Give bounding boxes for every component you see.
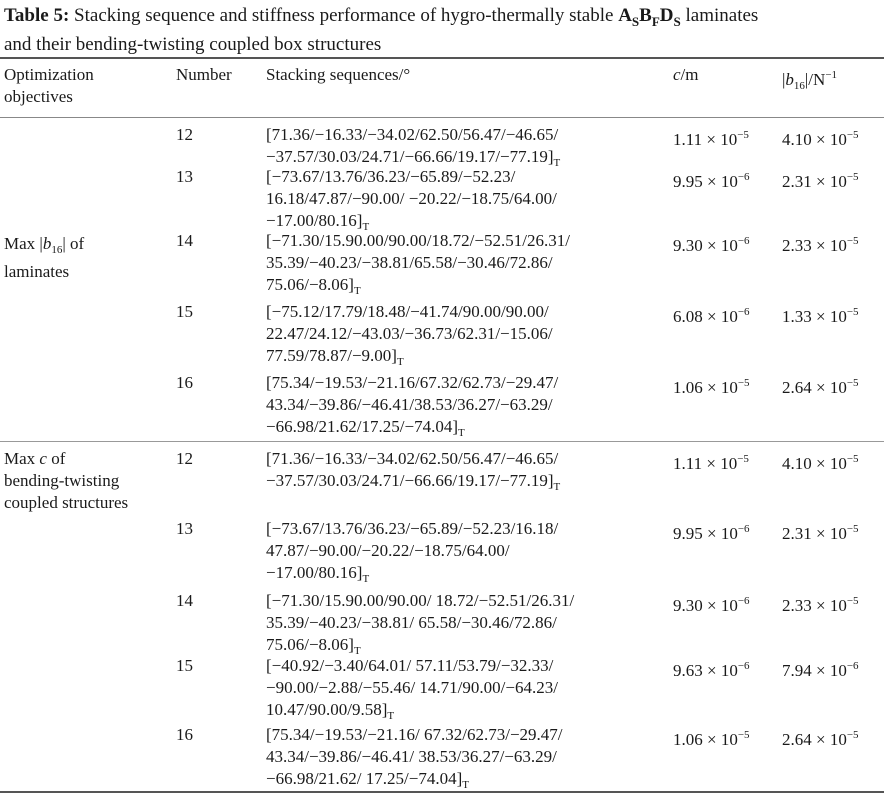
b16-value — [782, 590, 859, 617]
stacking-sequence: [75.34/−19.53/−21.16/67.32/62.73/−29.47/ 43.34/−39.86/−46.41/38.53/36.27/−63.29/ $-66.98/21.62/17.25/-74.04]_T$ — [266, 373, 559, 439]
stacking-sequence: [−40.92/−3.40/64.01/ 57.11/53.79/−32.33/ −90.00/−2.88/−55.46/ 14.71/90.00/−64.23/ $10.47/90.00/9.58]_T$ — [266, 656, 558, 722]
c-value — [673, 124, 749, 151]
sci-mantissa: 9.30 × 10 — [673, 596, 738, 615]
caption-text-after: laminates — [685, 5, 759, 26]
row-number: 14 — [176, 231, 193, 250]
sci-exponent: −6 — [737, 306, 750, 318]
sci-exponent: −5 — [737, 129, 749, 141]
c-value — [673, 301, 750, 328]
stacking-sequence: [−73.67/13.76/36.23/−65.89/−52.23/16.18/ 47.87/−90.00/−20.22/−18.75/64.00/ $-17.00/80.16]_T$ — [266, 519, 559, 585]
sci-exponent: −5 — [846, 306, 859, 318]
c-value — [673, 448, 749, 475]
sci-exponent: −5 — [846, 235, 859, 247]
sci-exponent: −5 — [846, 595, 859, 607]
group-objective: Max $|b_{16}|$ of laminates — [4, 234, 85, 281]
header-stacking-sequences: Stacking sequences/° — [266, 65, 411, 84]
table-label: Table 5: — [4, 5, 70, 26]
b16-value — [782, 372, 859, 399]
b16-value — [782, 724, 859, 751]
row-number: 14 — [176, 591, 193, 610]
sci-mantissa: 1.11 × 10 — [673, 130, 738, 149]
sci-mantissa: 6.08 × 10 — [673, 307, 738, 326]
c-value — [673, 230, 750, 257]
group-objective: Max c of bending-twisting coupled structures — [4, 449, 129, 512]
sci-mantissa: 7.94 × 10 — [782, 661, 847, 680]
sci-exponent: −6 — [737, 523, 750, 535]
sci-mantissa: 2.33 × 10 — [782, 596, 847, 615]
row-number: 15 — [176, 302, 193, 321]
sci-exponent: −5 — [846, 453, 859, 465]
header-c: c/m — [673, 65, 699, 84]
stacking-sequence: [−71.30/15.90.00/90.00/18.72/−52.51/26.31/ 35.39/−40.23/−38.81/65.58/−30.46/72.86/ $75.06/-8.06]_T$ — [266, 231, 570, 297]
sci-mantissa: 1.33 × 10 — [782, 307, 847, 326]
sci-mantissa: 9.30 × 10 — [673, 236, 738, 255]
header-objectives: Optimization objectives — [4, 65, 94, 106]
sci-exponent: −5 — [737, 453, 749, 465]
c-value — [673, 372, 750, 399]
sci-mantissa: 2.64 × 10 — [782, 730, 847, 749]
sci-mantissa: 1.06 × 10 — [673, 730, 738, 749]
sci-mantissa: 2.31 × 10 — [782, 524, 847, 543]
sci-mantissa: 4.10 × 10 — [782, 454, 847, 473]
top-rule — [0, 57, 884, 59]
stacking-sequence: [71.36/−16.33/−34.02/62.50/56.47/−46.65/ $-37.57/30.03/24.71/-66.66/19.17/-77.19]_T$ — [266, 449, 561, 493]
row-number: 12 — [176, 125, 193, 144]
c-value — [673, 518, 750, 545]
row-number: 13 — [176, 167, 193, 186]
row-number: 12 — [176, 449, 193, 468]
sci-exponent: −6 — [737, 235, 750, 247]
stacking-sequence: [−73.67/13.76/36.23/−65.89/−52.23/ 16.18/47.87/−90.00/ −20.22/−18.75/64.00/ $-17.00/80.16]_T$ — [266, 167, 557, 233]
header-b16: $|b_{16}|/N^{-1}$ — [782, 69, 838, 92]
sci-mantissa: 2.31 × 10 — [782, 172, 847, 191]
stacking-sequence: [−75.12/17.79/18.48/−41.74/90.00/90.00/ 22.47/24.12/−43.03/−36.73/62.31/−15.06/ $77.59/78.87/-9.00]_T$ — [266, 302, 553, 368]
c-value — [673, 724, 750, 751]
row-number: 16 — [176, 725, 193, 744]
sci-exponent: −6 — [846, 660, 859, 672]
sci-exponent: −6 — [737, 660, 750, 672]
sci-exponent: −5 — [737, 377, 750, 389]
laminate-code: $A_SB_FD_S$ — [618, 5, 681, 29]
header-rule — [0, 117, 884, 118]
b16-value — [782, 301, 859, 328]
sci-exponent: −5 — [846, 171, 859, 183]
sci-mantissa: 2.33 × 10 — [782, 236, 847, 255]
sci-exponent: −5 — [737, 729, 750, 741]
sci-exponent: −6 — [737, 595, 750, 607]
caption-text: Stacking sequence and stiffness performance of hygro-thermally stable — [74, 5, 614, 26]
sci-exponent: −5 — [846, 523, 859, 535]
caption-text-line2: and their bending-twisting coupled box structures — [4, 33, 382, 55]
c-value — [673, 166, 750, 193]
row-number: 16 — [176, 373, 193, 392]
sci-mantissa: 1.06 × 10 — [673, 378, 738, 397]
b16-value — [782, 230, 859, 257]
b16-value — [782, 124, 859, 151]
sci-mantissa: 2.64 × 10 — [782, 378, 847, 397]
stacking-sequence: [75.34/−19.53/−21.16/ 67.32/62.73/−29.47/ 43.34/−39.86/−46.41/ 38.53/36.27/−63.29/ −66.98/21.62/ $17.25/-74.04]_T$ — [266, 725, 563, 791]
sci-mantissa: 9.95 × 10 — [673, 172, 738, 191]
header-number: Number — [176, 65, 232, 84]
sci-exponent: −6 — [737, 171, 750, 183]
b16-value — [782, 518, 859, 545]
row-number: 15 — [176, 656, 193, 675]
sci-exponent: −5 — [846, 377, 859, 389]
stacking-sequence: [71.36/−16.33/−34.02/62.50/56.47/−46.65/ $-37.57/30.03/24.71/-66.66/19.17/-77.19]_T$ — [266, 125, 561, 169]
sci-exponent: −5 — [846, 129, 859, 141]
row-number: 13 — [176, 519, 193, 538]
stacking-sequence: [−71.30/15.90.00/90.00/ 18.72/−52.51/26.31/ 35.39/−40.23/−38.81/ 65.58/−30.46/72.86/ $75.06/-8.06]_T$ — [266, 591, 575, 657]
sci-mantissa: 4.10 × 10 — [782, 130, 847, 149]
b16-value — [782, 166, 859, 193]
b16-value — [782, 655, 859, 682]
sci-mantissa: 9.63 × 10 — [673, 661, 738, 680]
b16-value — [782, 448, 859, 475]
c-value — [673, 655, 750, 682]
c-value — [673, 590, 750, 617]
table-caption — [4, 4, 880, 56]
sci-mantissa: 9.95 × 10 — [673, 524, 738, 543]
sci-exponent: −5 — [846, 729, 859, 741]
sci-mantissa: 1.11 × 10 — [673, 454, 738, 473]
